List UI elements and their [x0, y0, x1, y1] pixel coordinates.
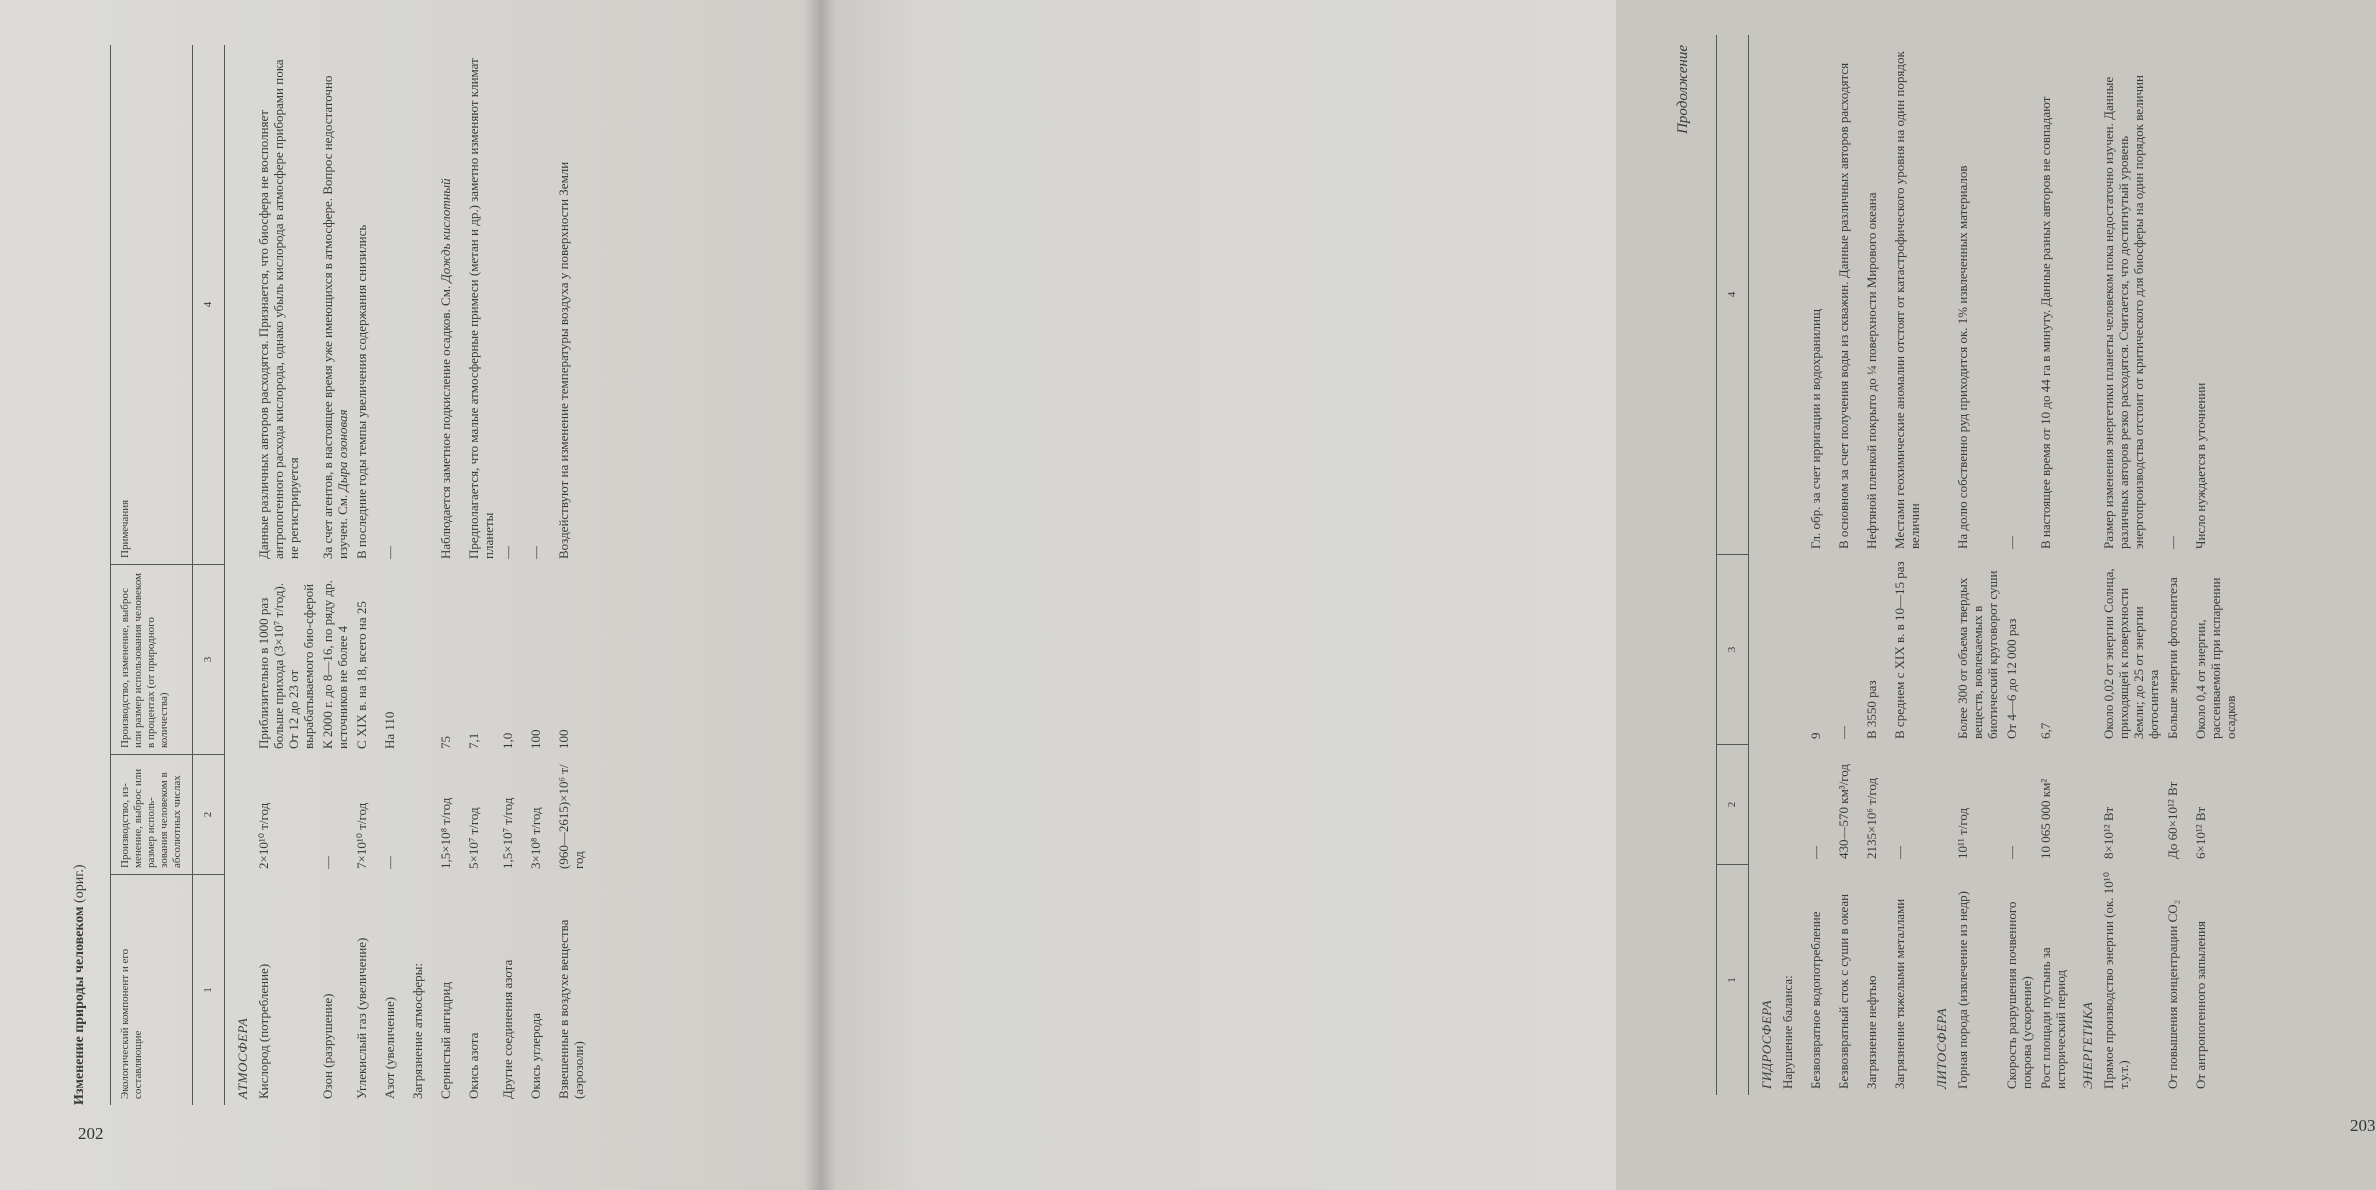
cell-text: —	[320, 856, 335, 869]
cell-text: За счет агентов, в настоящее время уже имеющихся в атмосфере. Вопрос недостаточно изучен. См.	[320, 75, 350, 559]
cell-text: В последние годы темпы увеличения содержания снизились	[354, 224, 369, 559]
table-cell-c2	[408, 755, 436, 875]
cell-text: —	[382, 856, 397, 869]
table-cell-c2	[498, 755, 526, 875]
table-row	[464, 45, 498, 1105]
cell-text: Скорость разрушения почвенного покрова (ускорение)	[2004, 901, 2034, 1089]
table-cell-c3	[526, 565, 554, 755]
cell-text: Приблизительно в 1000 раз больше прихода (3×10⁷ т/год). От 12 до 23 от вырабатываемого био-сферой	[256, 582, 316, 749]
table-row	[1806, 35, 1834, 1095]
cell-text: 6×10¹² Вт	[2193, 806, 2208, 859]
table-cell-c4	[1862, 35, 1890, 555]
table-cell-c2	[464, 755, 498, 875]
table-cell-c3	[554, 565, 588, 755]
table-cell-c2	[1834, 745, 1862, 865]
cell-text: 10 065 000 км²	[2038, 778, 2053, 859]
table-cell-c4	[1834, 35, 1862, 555]
cell-text: Безвозвратный сток с суши в океан	[1836, 893, 1851, 1089]
table-cell-c3	[1862, 555, 1890, 745]
table-cell-c3	[464, 565, 498, 755]
table-cell-c2	[1806, 745, 1834, 865]
right-table-body	[1749, 35, 2240, 1095]
cell-text: Около 0,02 от энергии Солнца, приходящей к поверхности Земли; до 25 от энергии фотосинтеза	[2101, 568, 2161, 739]
cell-text: —	[528, 546, 543, 559]
cell-text: Загрязнение тяжелыми металлами	[1892, 898, 1907, 1089]
table-cell-c1	[554, 875, 588, 1105]
header-col-2: Производство, из-менение, выброс или размер исполь-зования человеком в абсолютных числах	[111, 755, 192, 875]
cell-text: К 2000 г. до 8—16, по ряду др. источников не более 4	[320, 580, 350, 749]
table-row	[318, 45, 352, 1105]
table-title	[72, 864, 87, 1105]
table-cell-c1	[1778, 865, 1806, 1095]
table-cell-c4	[554, 45, 588, 565]
cell-text: Загрязнение нефтью	[1864, 975, 1879, 1089]
table-cell-c1	[408, 875, 436, 1105]
cell-text: Число нуждается в уточнении	[2193, 382, 2208, 549]
table-cell-c4	[498, 45, 526, 565]
cell-text: От повышения концентрации CO₂	[2165, 899, 2180, 1089]
table-row	[2163, 35, 2191, 1095]
table-cell-c1	[498, 875, 526, 1105]
left-page	[0, 0, 820, 1190]
cell-text: 8×10¹² Вт	[2101, 806, 2116, 859]
table-cell-c3	[408, 565, 436, 755]
cell-text: В среднем с XIX в. в 10—15 раз	[1892, 561, 1907, 739]
table-cell-c1	[318, 875, 352, 1105]
table-cell-c2	[1778, 745, 1806, 865]
table-cell-c4	[1778, 35, 1806, 555]
cell-text: Окись азота	[466, 1032, 481, 1099]
table-cell-c4	[318, 45, 352, 565]
table-cell-c2	[436, 755, 464, 875]
cell-text: —	[2165, 536, 2180, 549]
table-cell-c1	[1834, 865, 1862, 1095]
cell-text: Кислород (потребление)	[256, 963, 271, 1099]
table-cell-c4	[464, 45, 498, 565]
cell-text: 2135×10⁶ т/год	[1864, 777, 1879, 859]
cell-text: Рост площади пустынь за исторический период	[2038, 947, 2068, 1089]
table-row	[2036, 35, 2070, 1095]
cell-text: До 60×10¹² Вт	[2165, 781, 2180, 859]
table-cell-c4	[380, 45, 408, 565]
title-text: Изменение природы человеком	[72, 906, 87, 1105]
table-cell-c4	[254, 45, 318, 565]
cell-text: 5×10⁷ т/год	[466, 807, 481, 869]
table-cell-c2	[526, 755, 554, 875]
table-row	[254, 45, 318, 1105]
table-cell-c1	[2036, 865, 2070, 1095]
section-heading: ГИДРОСФЕРА	[1759, 999, 1774, 1089]
cell-text: Предполагается, что малые атмосферные примеси (метан и др.) заметно изменяют климат планеты	[466, 58, 496, 559]
table-cell-c4	[2191, 35, 2240, 555]
table-cell-c2	[1862, 745, 1890, 865]
continuation-label: Продолжение	[1675, 45, 1691, 134]
left-page-rotated-content	[70, 45, 750, 1105]
title-suffix: (ориг.)	[72, 864, 87, 903]
cell-text: 7×10¹⁰ т/год	[354, 802, 369, 869]
table-row	[380, 45, 408, 1105]
table-cell-c2	[2002, 745, 2036, 865]
table-cell-c1	[2163, 865, 2191, 1095]
table-row	[1953, 35, 2002, 1095]
table-cell-c1	[526, 875, 554, 1105]
cell-text: Наблюдается заметное подкисление осадков. См.	[438, 285, 453, 559]
table-cell-c2	[1953, 745, 2002, 865]
cell-text: —	[1892, 846, 1907, 859]
table-cell-c1	[380, 875, 408, 1105]
table-cell-c3	[1778, 555, 1806, 745]
cell-text: Озон (разрушение)	[320, 993, 335, 1099]
col-number: 1	[202, 987, 214, 993]
col-number: 1	[1726, 977, 1738, 983]
table-cell-c2	[380, 755, 408, 875]
table-cell-c1	[2099, 865, 2163, 1095]
cell-italic-ref: Дыра озоновая	[335, 409, 350, 492]
cell-text: Воздействуют на изменение температуры воздуха у поверхности Земли	[556, 161, 571, 559]
table-cell-c1	[1890, 865, 1924, 1095]
cell-text: Загрязнение атмосферы:	[410, 962, 425, 1099]
table-cell-c3	[254, 565, 318, 755]
table-cell-c3	[380, 565, 408, 755]
section-heading: АТМОСФЕРА	[235, 1017, 250, 1099]
header-col-1: Экологический компонент и его составляющие	[119, 948, 144, 1099]
table-cell-c4	[526, 45, 554, 565]
table-cell-c4	[436, 45, 464, 565]
left-table-body	[254, 45, 588, 1105]
table-row	[2191, 35, 2240, 1095]
table-cell-c4	[2036, 35, 2070, 555]
table-cell-c2	[1890, 745, 1924, 865]
cell-text: От антропогенного запыления	[2193, 920, 2208, 1089]
table-cell-c3	[498, 565, 526, 755]
table-cell-c3	[1953, 555, 2002, 745]
col-number: 3	[193, 565, 224, 755]
cell-text: 100	[528, 729, 543, 749]
table-cell-c2	[352, 755, 380, 875]
cell-text: Сернистый ангидрид	[438, 981, 453, 1099]
table-row	[1890, 35, 1924, 1095]
cell-text: Азот (увеличение)	[382, 996, 397, 1099]
right-page-rotated-content	[1676, 35, 2356, 1095]
cell-text: На 110	[382, 711, 397, 749]
cell-text: С XIX в. на 18, всего на 25	[354, 601, 369, 749]
col-number: 4	[1717, 35, 1748, 555]
column-number-row	[193, 45, 225, 1105]
cell-text: 1,0	[500, 732, 515, 749]
cell-text: 3×10⁸ т/год	[528, 807, 543, 869]
cell-text: В основном за счет получения воды из скважин. Данные различных авторов расходятся	[1836, 62, 1851, 549]
table-cell-c1	[1953, 865, 2002, 1095]
cell-text: —	[1836, 726, 1851, 739]
table-row	[2099, 35, 2163, 1095]
cell-text: Другие соединения азота	[500, 959, 515, 1099]
page-number: 203	[2350, 1116, 2376, 1135]
cell-text: 10¹¹ т/год	[1955, 807, 1970, 859]
table-cell-c2	[318, 755, 352, 875]
table-cell-c1	[436, 875, 464, 1105]
cell-text: Нефтяной пленкой покрыто до ¼ поверхности Мирового океана	[1864, 192, 1879, 549]
table-row	[1834, 35, 1862, 1095]
cell-text: —	[382, 546, 397, 559]
table-cell-c2	[2036, 745, 2070, 865]
cell-text: Больше энергии фотосинтеза	[2165, 577, 2180, 739]
table-cell-c3	[2163, 555, 2191, 745]
table-cell-c3	[318, 565, 352, 755]
table-cell-c3	[1806, 555, 1834, 745]
cell-text: Горная порода (извлечение из недр)	[1955, 891, 1970, 1089]
table-cell-c2	[554, 755, 588, 875]
table-row	[554, 45, 588, 1105]
table-row	[526, 45, 554, 1105]
cell-text: На долю собственно руд приходится ок. 1% извлеченных материалов	[1955, 165, 1970, 549]
cell-text: Около 0,4 от энергии, рассеиваемой при испарении осадков	[2193, 577, 2238, 739]
cell-text: 7,1	[466, 732, 481, 749]
table-header-row	[110, 45, 193, 1105]
cell-text: Данные различных авторов расходятся. Признается, что биосфера не восполняет антропогенного расхода кислорода, однако убыль кислорода в атмосфере приборами пока не регистрируется	[256, 59, 301, 559]
table-cell-c3	[2002, 555, 2036, 745]
table-cell-c2	[2191, 745, 2240, 865]
table-row	[1778, 35, 1806, 1095]
cell-text: Гл. обр. за счет ирригации и водохранилищ	[1808, 309, 1823, 549]
table-row	[2002, 35, 2036, 1095]
table-row	[352, 45, 380, 1105]
right-table	[1716, 35, 2240, 1095]
cell-text: —	[2004, 846, 2019, 859]
cell-italic-ref: Дождь кислотный	[438, 178, 453, 283]
col-number: 2	[193, 755, 224, 875]
section-heading: ЭНЕРГЕТИКА	[2080, 1001, 2095, 1089]
table-cell-c3	[436, 565, 464, 755]
cell-text: 1,5×10⁸ т/год	[438, 797, 453, 869]
table-cell-c1	[1862, 865, 1890, 1095]
table-cell-c4	[2002, 35, 2036, 555]
cell-text: От 4—6 до 12 000 раз	[2004, 618, 2019, 739]
table-cell-c1	[464, 875, 498, 1105]
table-cell-c1	[1806, 865, 1834, 1095]
table-cell-c4	[408, 45, 436, 565]
cell-text: В 3550 раз	[1864, 680, 1879, 739]
cell-text: 1,5×10⁷ т/год	[500, 797, 515, 869]
table-cell-c3	[352, 565, 380, 755]
cell-text: Углекислый газ (увеличение)	[354, 937, 369, 1099]
table-cell-c1	[254, 875, 318, 1105]
table-cell-c3	[1834, 555, 1862, 745]
cell-text: 430—570 км³/год	[1836, 763, 1851, 859]
cell-text: В настоящее время от 10 до 44 га в минуту. Данные разных авторов не совпадают	[2038, 96, 2053, 549]
table-row	[408, 45, 436, 1105]
table-cell-c4	[2099, 35, 2163, 555]
table-cell-c2	[254, 755, 318, 875]
header-col-3: Производство, изменение, выброс или размер использования человеком в процентах (от природного количества)	[111, 565, 192, 755]
cell-text: —	[2004, 536, 2019, 549]
cell-text: 100	[556, 729, 571, 749]
cell-text: Окись углерода	[528, 1012, 543, 1099]
cell-text: 2×10¹⁰ т/год	[256, 802, 271, 869]
section-heading: ЛИТОСФЕРА	[1934, 1007, 1949, 1089]
cell-text: (960—2615)×10⁶ т/год	[556, 764, 586, 869]
header-col-4: Примечания	[111, 45, 192, 565]
table-cell-c3	[2191, 555, 2240, 745]
cell-text: 9	[1808, 732, 1823, 739]
cell-text: —	[500, 546, 515, 559]
cell-text: —	[1808, 846, 1823, 859]
left-table	[110, 45, 588, 1105]
table-cell-c1	[2002, 865, 2036, 1095]
cell-text: Прямое производство энергии (ок. 10¹⁰ т.у.т.)	[2101, 872, 2131, 1089]
cell-text: Более 300 от объема твердых веществ, вовлекаемых в биотический круговорот суши	[1955, 570, 2000, 739]
table-cell-c4	[1890, 35, 1924, 555]
table-cell-c1	[352, 875, 380, 1105]
col-number: 3	[1717, 555, 1748, 745]
column-number-row	[1716, 35, 1749, 1095]
table-cell-c4	[1806, 35, 1834, 555]
cell-text: Нарушение баланса:	[1780, 975, 1795, 1089]
table-cell-c3	[2099, 555, 2163, 745]
table-cell-c3	[1890, 555, 1924, 745]
right-page	[820, 0, 2376, 1190]
cell-text: 75	[438, 736, 453, 749]
table-row	[498, 45, 526, 1105]
book-gutter	[804, 0, 836, 1190]
table-row	[436, 45, 464, 1105]
col-number: 4	[193, 45, 224, 565]
cell-text: Взвешенные в воздухе вещества (аэрозоли)	[556, 919, 586, 1099]
cell-text: Размер изменения энергетики планеты человеком пока недостаточно изучен. Данные различных авторов резко расходятся. Считается, что достигнутый уровень энергопроизводства отстоит от критического для биосферы на один порядок величин	[2101, 75, 2146, 549]
table-cell-c2	[2099, 745, 2163, 865]
table-row	[1862, 35, 1890, 1095]
table-cell-c1	[2191, 865, 2240, 1095]
cell-text: 6,7	[2038, 722, 2053, 739]
col-number: 2	[1717, 745, 1748, 865]
table-cell-c4	[352, 45, 380, 565]
table-cell-c2	[2163, 745, 2191, 865]
table-cell-c4	[2163, 35, 2191, 555]
table-cell-c4	[1953, 35, 2002, 555]
cell-text: Безвозвратное водопотребление	[1808, 911, 1823, 1089]
table-cell-c3	[2036, 555, 2070, 745]
cell-text: Местами геохимические аномалии отстоят от катастрофического уровня на один порядок величин	[1892, 51, 1922, 549]
page-number: 202	[78, 1124, 104, 1143]
